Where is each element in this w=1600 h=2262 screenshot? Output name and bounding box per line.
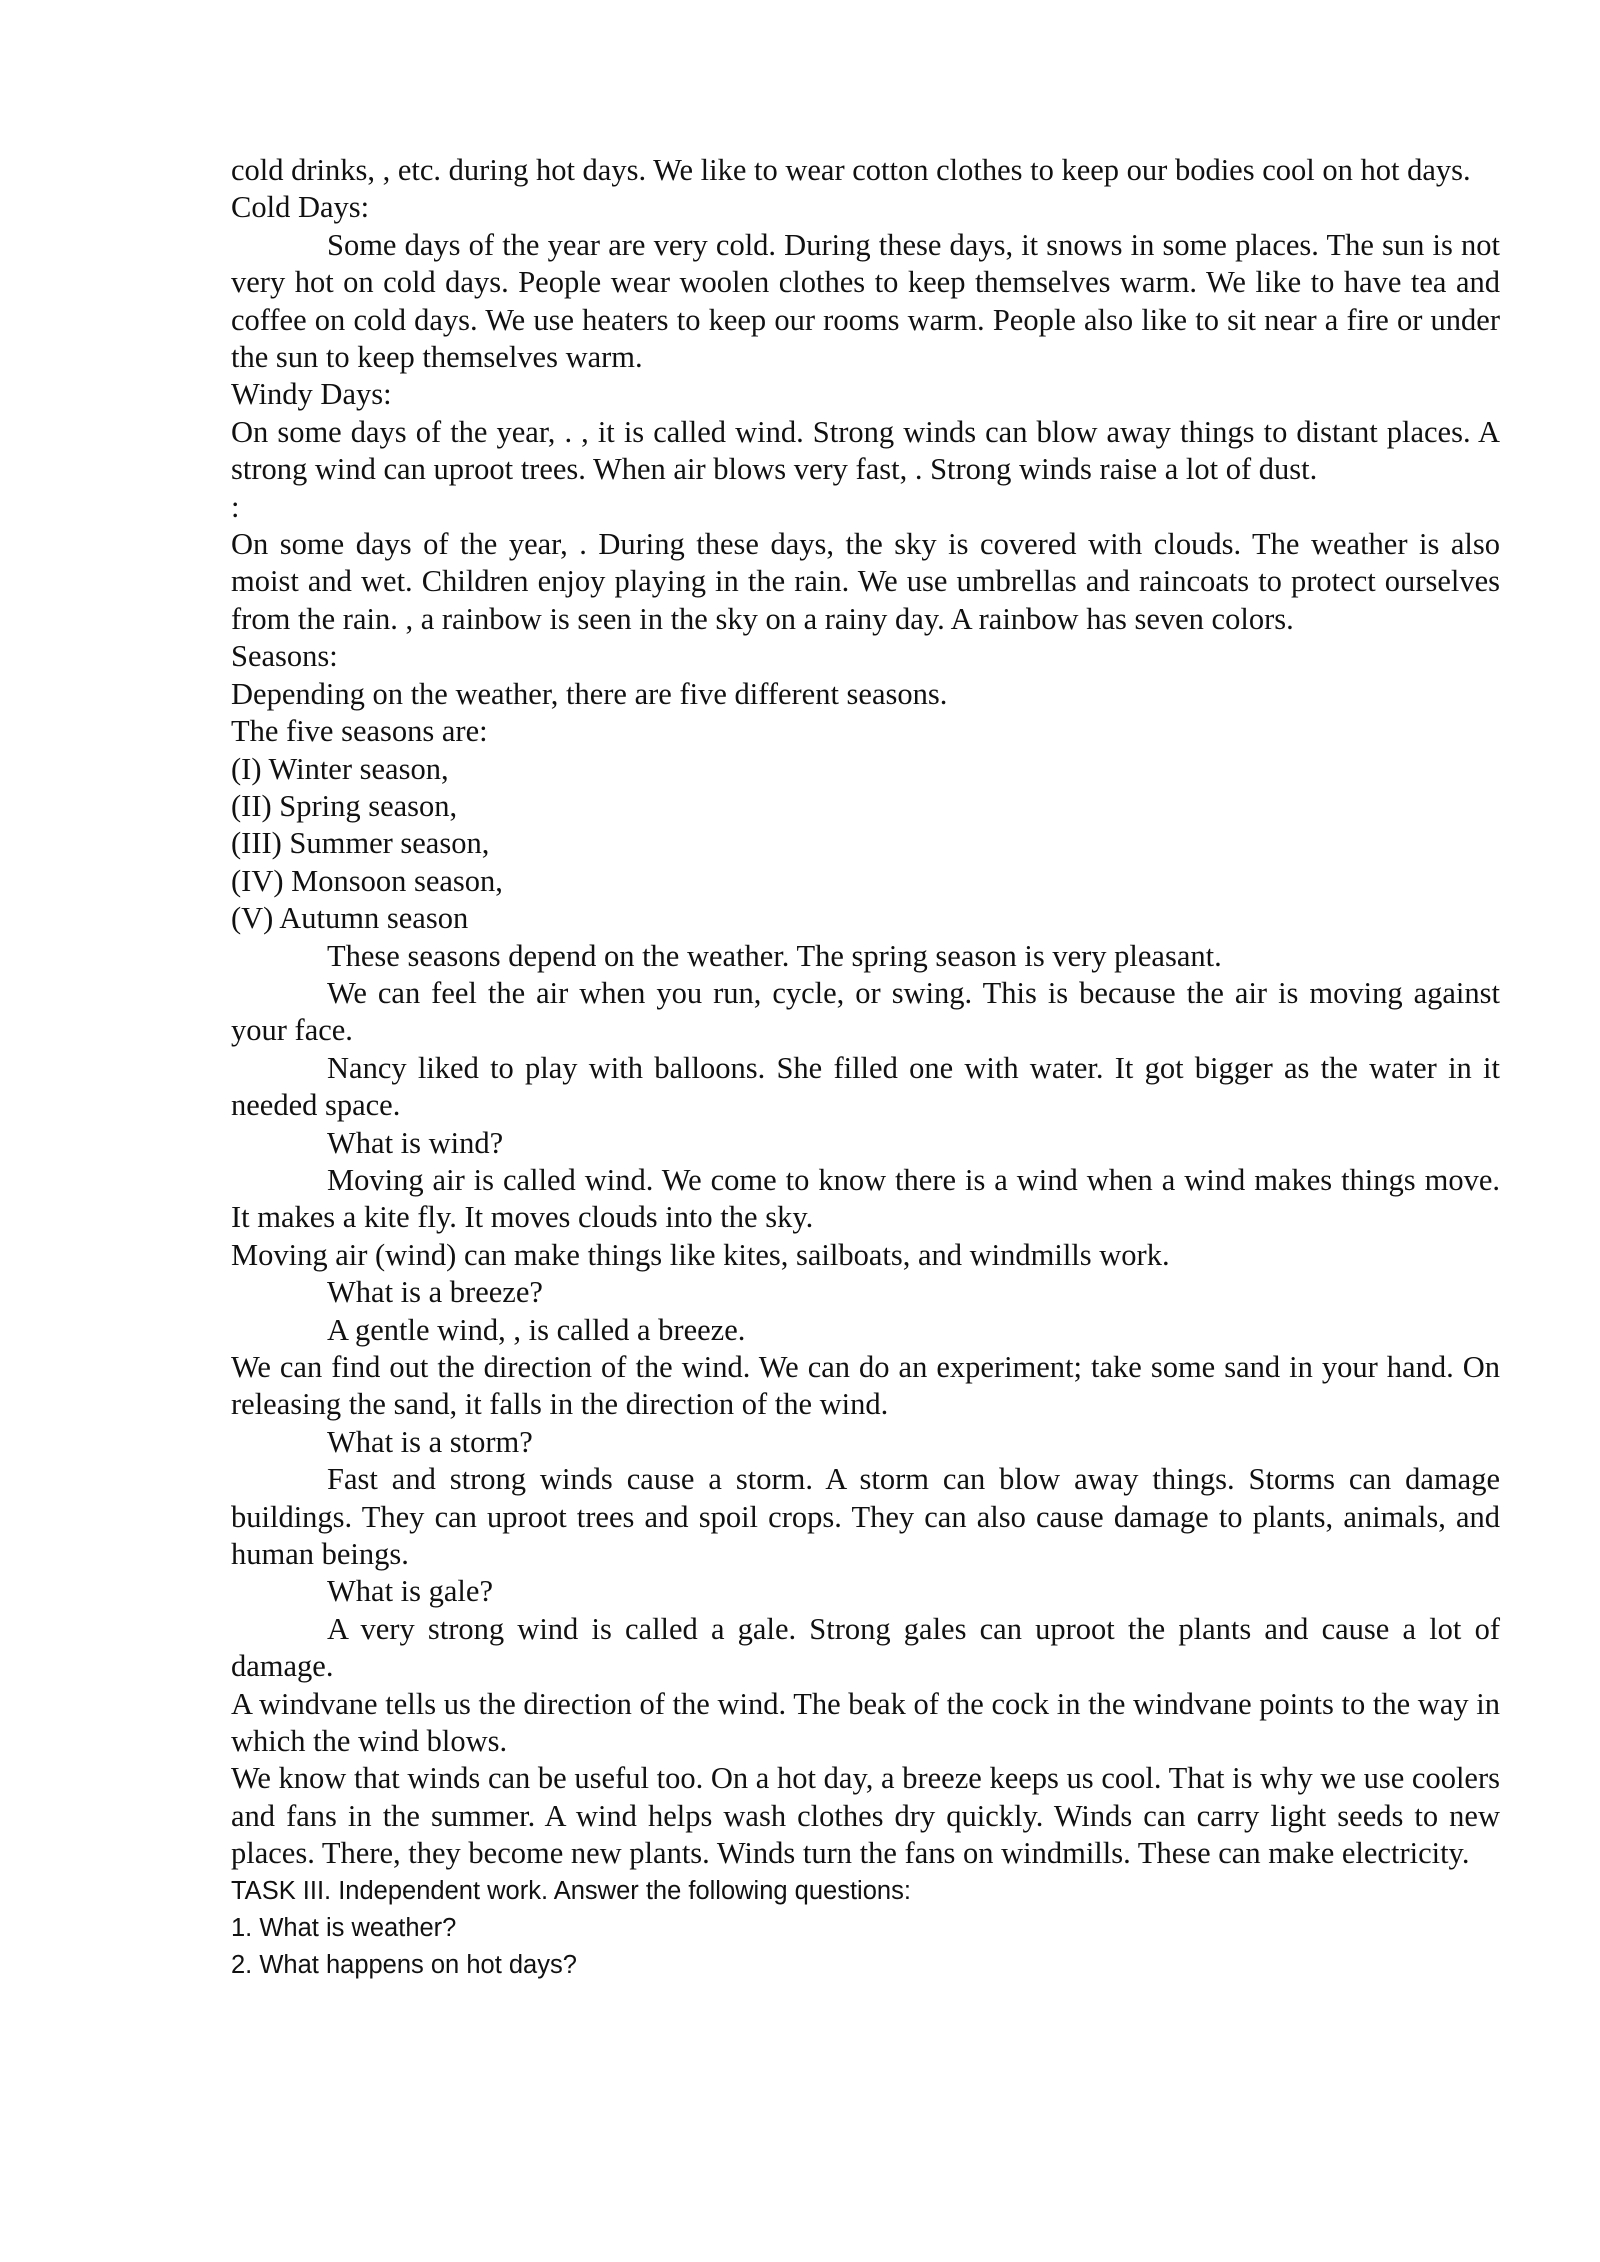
list-item: (I) Winter season,: [231, 751, 449, 786]
paragraph: On some days of the year, . , it is called wind. Strong winds can blow away things to distant places. A strong wind can uproot trees. When air blows very fast, . Strong winds raise a lot of dust.: [231, 414, 1500, 487]
paragraph: Some days of the year are very cold. During these days, it snows in some places. The sun is not very hot on cold days. People wear woolen clothes to keep themselves warm. We like to have tea and coffee on cold days. We use heaters to keep our rooms warm. People also like to sit near a fire or under the sun to keep themselves warm.: [231, 227, 1500, 375]
paragraph: A windvane tells us the direction of the wind. The beak of the cock in the windvane points to the way in which the wind blows.: [231, 1686, 1500, 1759]
paragraph: Depending on the weather, there are five different seasons.: [231, 676, 948, 711]
paragraph: Nancy liked to play with balloons. She filled one with water. It got bigger as the water in it needed space.: [231, 1050, 1500, 1123]
question-heading: What is gale?: [327, 1574, 493, 1609]
list-item: (V) Autumn season: [231, 901, 469, 936]
paragraph: A very strong wind is called a gale. Strong gales can uproot the plants and cause a lot of damage.: [231, 1611, 1500, 1684]
paragraph: These seasons depend on the weather. The spring season is very pleasant.: [327, 938, 1222, 973]
paragraph: On some days of the year, . During these days, the sky is covered with clouds. The weather is also moist and wet. Children enjoy playing in the rain. We use umbrellas and raincoats to protect ourselves from the rain. , a rainbow is seen in the sky on a rainy day. A rainbow has seven colors.: [231, 527, 1500, 636]
paragraph: We know that winds can be useful too. On a hot day, a breeze keeps us cool. That is why we use coolers and fans in the summer. A wind helps wash clothes dry quickly. Winds can carry light seeds to new places. There, they become new plants. Winds turn the fans on windmills. These can make electricity.: [231, 1761, 1500, 1871]
paragraph: The five seasons are:: [231, 714, 488, 749]
heading-windy-days: Windy Days:: [231, 377, 392, 412]
paragraph: We can find out the direction of the wind. We can do an experiment; take some sand in your hand. On releasing the sand, it falls in the direction of the wind.: [231, 1350, 1500, 1422]
list-item: (II) Spring season,: [231, 788, 458, 823]
task-question: 1. What is weather?: [231, 1913, 457, 1942]
paragraph: Fast and strong winds cause a storm. A storm can blow away things. Storms can damage buildings. They can uproot trees and spoil crops. They can also cause damage to plants, animals, and human beings.: [231, 1462, 1500, 1572]
paragraph: Moving air (wind) can make things like kites, sailboats, and windmills work.: [231, 1237, 1170, 1272]
document-body: [231, 152, 1500, 1984]
task-heading: TASK III. Independent work. Answer the following questions:: [231, 1876, 911, 1905]
heading-cold-days: Cold Days:: [231, 190, 370, 225]
list-item: (IV) Monsoon season,: [231, 863, 503, 898]
heading-seasons: Seasons:: [231, 639, 338, 674]
question-heading: What is a storm?: [327, 1424, 533, 1459]
paragraph: We can feel the air when you run, cycle, or swing. This is because the air is moving against your face.: [231, 975, 1500, 1048]
paragraph: A gentle wind, , is called a breeze.: [327, 1312, 746, 1347]
question-heading: What is a breeze?: [327, 1275, 543, 1310]
list-item: (III) Summer season,: [231, 826, 490, 861]
question-heading: What is wind?: [327, 1125, 504, 1160]
task-question: 2. What happens on hot days?: [231, 1950, 577, 1979]
paragraph: Moving air is called wind. We come to know there is a wind when a wind makes things move. It makes a kite fly. It moves clouds into the sky.: [231, 1162, 1500, 1235]
heading-blank: :: [231, 489, 240, 524]
paragraph: cold drinks, , etc. during hot days. We like to wear cotton clothes to keep our bodies cool on hot days.: [231, 153, 1471, 187]
